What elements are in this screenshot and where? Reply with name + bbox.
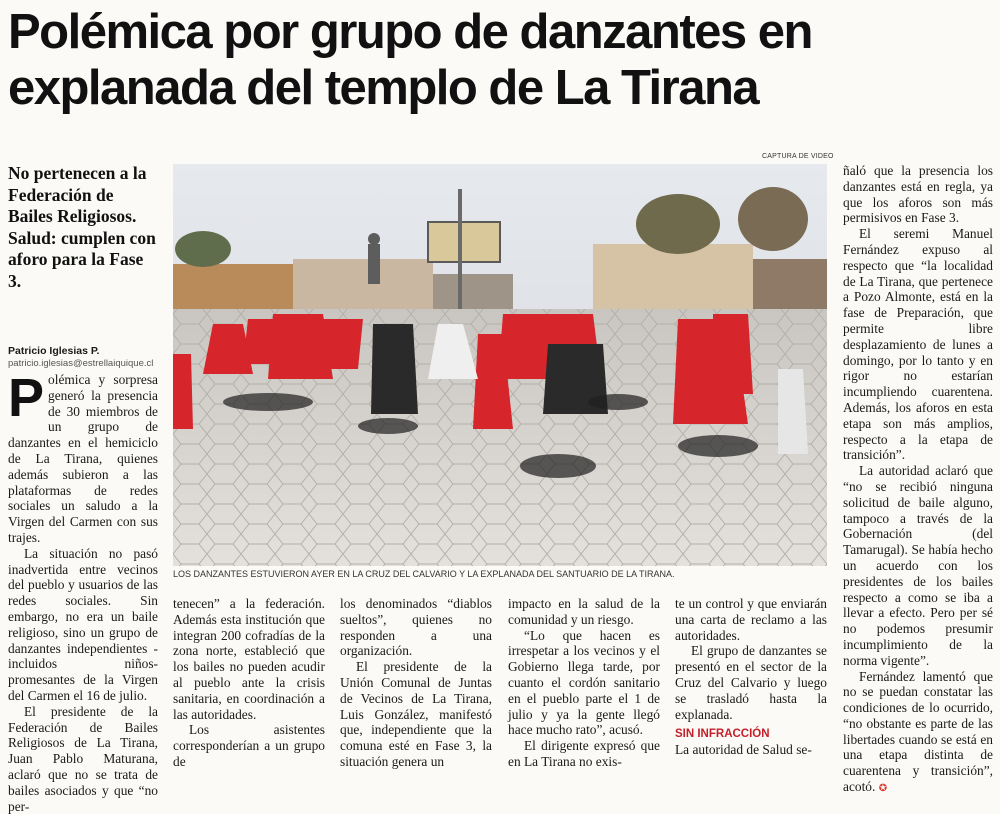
- paragraph: Los asistentes corresponderían a un grupo de: [173, 722, 325, 769]
- paragraph: El presidente de la Federación de Bailes Religiosos de La Tirana, Juan Pablo Maturana, aclaró que no se trata de bailes asociados y que “no per-: [8, 703, 158, 814]
- paragraph: impacto en la salud de la comunidad y un riesgo.: [508, 596, 660, 627]
- paragraph: los denominados “diablos sueltos”, quienes no responden a una organización.: [340, 596, 492, 659]
- paragraph: Polémica y sorpresa generó la presencia de 30 miembros de un grupo de danzantes en el hemiciclo de La Tirana, quienes además subieron a las plataformas de redes sociales un saludo a la Virgen del Carmen con sus trajes.: [8, 368, 158, 545]
- body-column-2: [173, 596, 325, 770]
- photo-credit: CAPTURA DE VIDEO: [762, 153, 834, 160]
- paragraph: Fernández lamentó que no se puedan constatar las condiciones de lo ocurrido, “no obstante es parte de las libertades cuando se está en una etapa distinta de cuarentena y transición”, acotó. ✪: [843, 668, 993, 795]
- article-photo: [173, 164, 827, 566]
- paragraph: El seremi Manuel Fernández expuso al respecto que “la localidad de La Tirana, que pertenece a Pozo Almonte, está en la fase de Preparación, que permite libre desplazamiento de lunes a domingo, por lo tanto y en rigor no estarían incumpliendo cuarentena. Además, los aforos en esta etapa son más amplios, respecto a la etapa de transición”.: [843, 226, 993, 463]
- paragraph: ñaló que la presencia los danzantes está en regla, ya que los aforos son más permisivos en Fase 3.: [843, 163, 993, 226]
- dek: No pertenecen a la Federación de Bailes Religiosos. Salud: cumplen con aforo para la Fase 3.: [8, 163, 156, 291]
- subhead: SIN INFRACCIÓN: [675, 728, 770, 741]
- paragraph: La autoridad de Salud se-: [675, 742, 812, 758]
- paragraph: El presidente de la Unión Comunal de Juntas de Vecinos de La Tirana, Luis González, manifestó que, independiente que la comuna esté en Fase 3, la situación genera un: [340, 659, 492, 769]
- body-column-5: [675, 596, 827, 758]
- body-column-6: [843, 163, 993, 797]
- drop-cap: P: [8, 368, 45, 428]
- end-mark-icon: ✪: [878, 783, 888, 795]
- paragraph: te un control y que enviarán una carta de reclamo a las autoridades.: [675, 596, 827, 643]
- paragraph: La situación no pasó inadvertida entre vecinos del pueblo y usuarios de las redes sociales. Sin embargo, no era un baile religioso, sino un grupo de danzantes independientes -incluidos niños- promesantes de la Virgen del Carmen el 16 de julio.: [8, 545, 158, 703]
- author-email[interactable]: patricio.iglesias@estrellaiquique.cl: [8, 358, 154, 369]
- headline: Polémica por grupo de danzantes en explanada del templo de La Tirana: [8, 5, 812, 115]
- photo-caption: LOS DANZANTES ESTUVIERON AYER EN LA CRUZ DEL CALVARIO Y LA EXPLANADA DEL SANTUARIO DE LA TIRANA.: [173, 569, 675, 579]
- body-column-3: [340, 596, 492, 770]
- author-name: Patricio Iglesias P.: [8, 345, 100, 357]
- body-column-4: [508, 596, 660, 770]
- body-column-1: [8, 368, 158, 814]
- paragraph: El grupo de danzantes se presentó en el sector de la Cruz del Calvario y luego se trasladó hasta la explanada.: [675, 643, 827, 722]
- paragraph: tenecen” a la federación. Además esta institución que integran 200 cofradías de la zona norte, estableció que los bailes no pueden acudir al pueblo ante la crisis sanitaria, en coordinación a las autoridades.: [173, 596, 325, 722]
- paragraph: La autoridad aclaró que “no se recibió ninguna solicitud de baile alguno, tampoco a través de la Gobernación (del Tamarugal). Se había hecho un acuerdo con los presidentes de los bailes respecto a como se iba a llevar a efecto. Pero per sé no podemos presumir incumplimiento de la norma vigente”.: [843, 463, 993, 668]
- paragraph: El dirigente expresó que en La Tirana no exis-: [508, 738, 660, 769]
- paragraph: “Lo que hacen es irrespetar a los vecinos y el Gobierno llega tarde, por cuanto el cordón sanitario en el pueblo parte el 1 de julio y ya la gente llegó hace mucho rato”, acusó.: [508, 627, 660, 738]
